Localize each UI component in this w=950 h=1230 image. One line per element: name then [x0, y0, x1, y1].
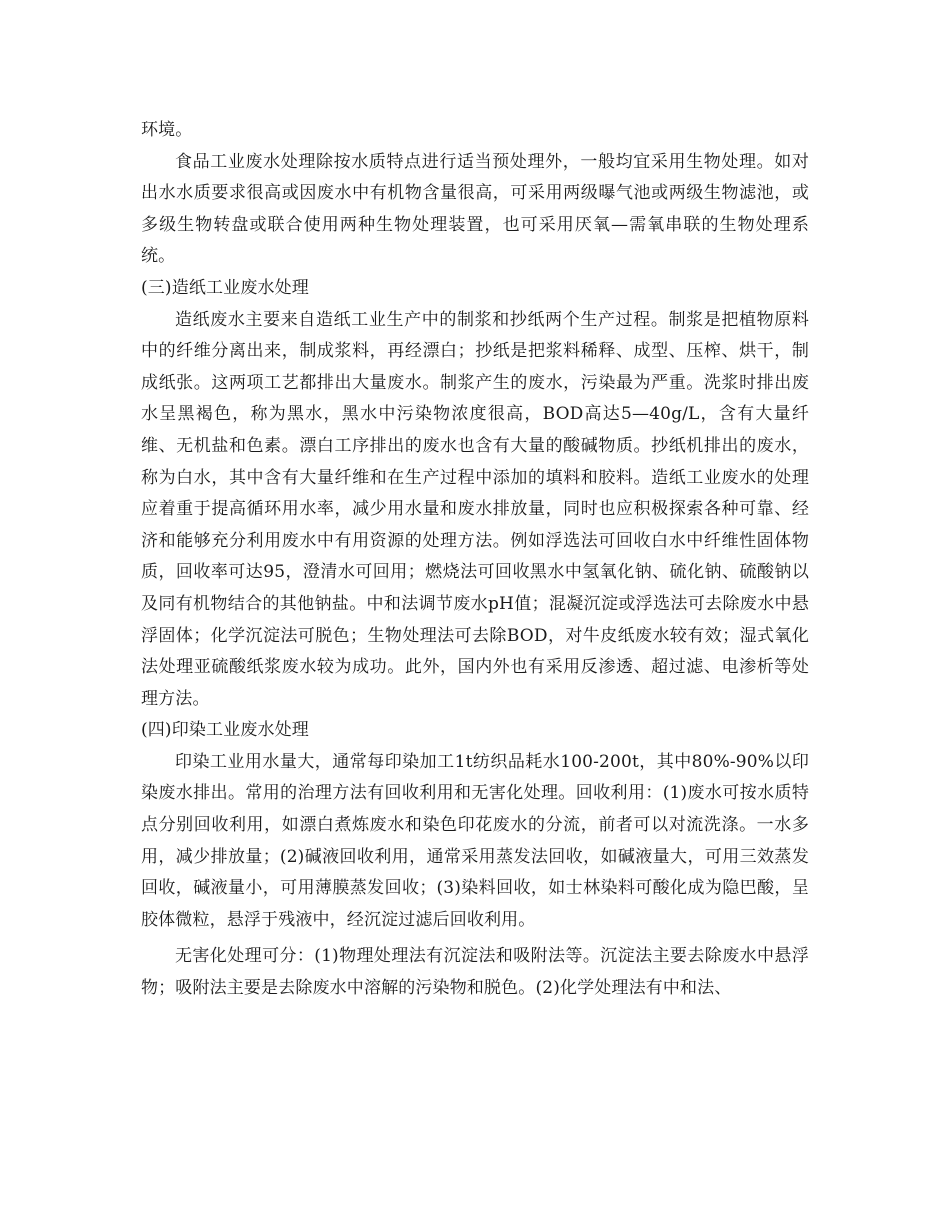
paragraph-dyeing-industry: 印染工业用水量大，通常每印染加工1t纺织品耗水100-200t，其中80%-90%以印染废水排出。常用的治理方法有回收利用和无害化处理。回收利用：(1)废水可按水质特点分别回收利用，如漂白煮炼废水和染色印花废水的分流，前者可以对流洗涤。一水多用，减少排放量；(2)碱液回收利用，通常采用蒸发法回收，如碱液量大，可用三效蒸发回收，碱液量小，可用薄膜蒸发回收；(3)染料回收，如士林染料可酸化成为隐巴酸，呈胶体微粒，悬浮于残液中，经沉淀过滤后回收利用。	[141, 751, 809, 930]
section-heading-dyeing-industry: (四)印染工业废水处理	[141, 720, 309, 741]
paragraph-harmless-treatment: 无害化处理可分：(1)物理处理法有沉淀法和吸附法等。沉淀法主要去除废水中悬浮物；吸附法主要是去除废水中溶解的污染物和脱色。(2)化学处理法有中和法、	[141, 946, 809, 999]
section-heading-paper-industry: (三)造纸工业废水处理	[141, 277, 309, 298]
paragraph-continuation: 环境。	[141, 120, 193, 140]
paragraph-food-industry: 食品工业废水处理除按水质特点进行适当预处理外，一般均宜采用生物处理。如对出水水质要求很高或因废水中有机物含量很高，可采用两级曝气池或两级生物滤池，或多级生物转盘或联合使用两种生物处理装置，也可采用厌氧—需氧串联的生物处理系统。	[141, 151, 809, 267]
document-body	[141, 115, 809, 1005]
paragraph-paper-industry: 造纸废水主要来自造纸工业生产中的制浆和抄纸两个生产过程。制浆是把植物原料中的纤维分离出来，制成浆料，再经漂白；抄纸是把浆料稀释、成型、压榨、烘干，制成纸张。这两项工艺都排出大量废水。制浆产生的废水，污染最为严重。洗浆时排出废水呈黑褐色，称为黑水，黑水中污染物浓度很高，BOD高达5—40g/L，含有大量纤维、无机盐和色素。漂白工序排出的废水也含有大量的酸碱物质。抄纸机排出的废水，称为白水，其中含有大量纤维和在生产过程中添加的填料和胶料。造纸工业废水的处理应着重于提高循环用水率，减少用水量和废水排放量，同时也应积极探索各种可靠、经济和能够充分利用废水中有用资源的处理方法。例如浮选法可回收白水中纤维性固体物质，回收率可达95，澄清水可回用；燃烧法可回收黑水中氢氧化钠、硫化钠、硫酸钠以及同有机物结合的其他钠盐。中和法调节废水pH值；混凝沉淀或浮选法可去除废水中悬浮固体；化学沉淀法可脱色；生物处理法可去除BOD，对牛皮纸废水较有效；湿式氧化法处理亚硫酸纸浆废水较为成功。此外，国内外也有采用反渗透、超过滤、电渗析等处理方法。	[141, 309, 809, 709]
